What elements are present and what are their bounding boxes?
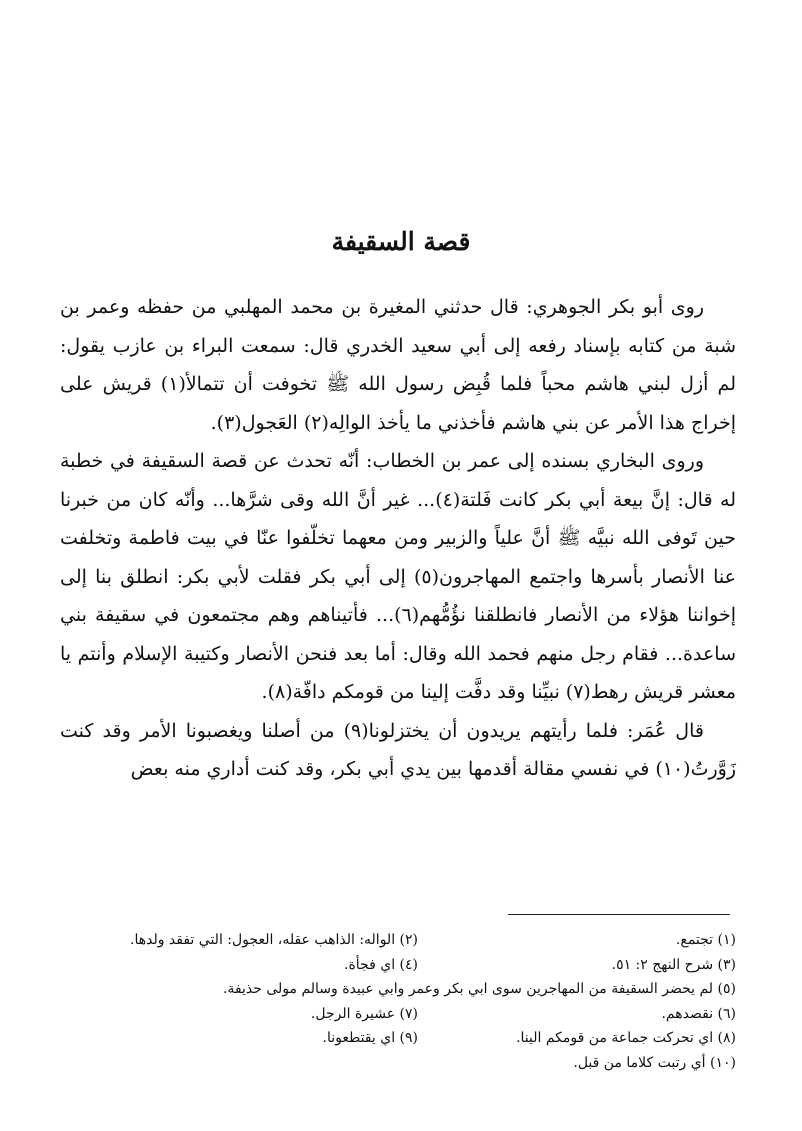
footnote-row — [100, 928, 736, 953]
footnotes — [100, 928, 736, 1075]
footnote-row — [100, 1002, 736, 1027]
page-title: قصة السقيفة — [331, 227, 471, 256]
footnote-8: (٨) اي تحركت جماعة من قومكم الينا. — [516, 1030, 736, 1046]
footnote-separator — [508, 914, 730, 915]
footnote-3: (٣) شرح النهج ٢: ٥١. — [611, 956, 736, 973]
footnote-10: (١٠) أي رتبت كلاما من قبل. — [573, 1054, 736, 1071]
footnote-2: (٢) الواله: الذاهب عقله، العجول: التي تفقد ولدها. — [130, 932, 418, 948]
footnote-1: (١) تجتمع. — [675, 932, 736, 948]
footnote-4: (٤) اي فجأة. — [344, 956, 418, 973]
paragraph-3: قال عُمَر: فلما رأيتهم يريدون أن يختزلونا(٩) من أصلنا ويغصبونا الأمر وقد كنت زَوَّرتُ(١٠) في نفسي مقالة أقدمها بين يدي أبي بكر، وقد كنت أداري منه بعض — [60, 719, 736, 780]
footnote-5: (٥) لم يحضر السقيفة من المهاجرين سوى ابي بكر وعمر وابي عبيدة وسالم مولى حذيفة. — [222, 981, 736, 997]
paragraph-1: روى أبو بكر الجوهري: قال حدثني المغيرة بن محمد المهلبي من حفظه وعمر بن شبة من كتابه بإسناد رفعه إلى أبي سعيد الخدري قال: سمعت البراء بن عازب يقول: لم أزل لبني هاشم محباً فلما قُبِض رسول الله ﷺ تخوفت أن تتمالأ(١) قريش على إخراج هذا الأمر عن بني هاشم فأخذني ما يأخذ الوالِه(٢) العَجول(٣). — [60, 296, 736, 434]
paragraph-2: وروى البخاري بسنده إلى عمر بن الخطاب: أنّه تحدث عن قصة السقيفة في خطبة له قال: إنَّ بيعة أبي بكر كانت فَلتة(٤)... غير أنَّ الله وقى شرَّها... وأنّه كان من خبرنا حين تَوفى الله نبيَّه ﷺ أنَّ علياً والزبير ومن معهما تخلّفوا عنّا في بيت فاطمة وتخلفت عنا الأنصار بأسرها واجتمع المهاجرون(٥) إلى أبي بكر فقلت لأبي بكر: انطلق بنا إلى إخواننا هؤلاء من الأنصار فانطلقنا نؤُمُّهم(٦)... فأتيناهم وهم مجتمعون في سقيفة بني ساعدة... فقام رجل منهم فحمد الله وقال: أما بعد فنحن الأنصار وكتيبة الإسلام وأنتم يا معشر قريش رهط(٧) نبيِّنا وقد دفَّت إلينا من قومكم دافّة(٨). — [60, 450, 737, 703]
footnote-row — [100, 1026, 736, 1051]
footnote-6: (٦) نقصدهم. — [661, 1005, 736, 1022]
footnote-9: (٩) اي يقتطعونا. — [322, 1030, 418, 1046]
footnote-row — [100, 953, 736, 978]
main-text — [60, 288, 736, 789]
footnote-7: (٧) عشيرة الرجل. — [310, 1005, 418, 1022]
